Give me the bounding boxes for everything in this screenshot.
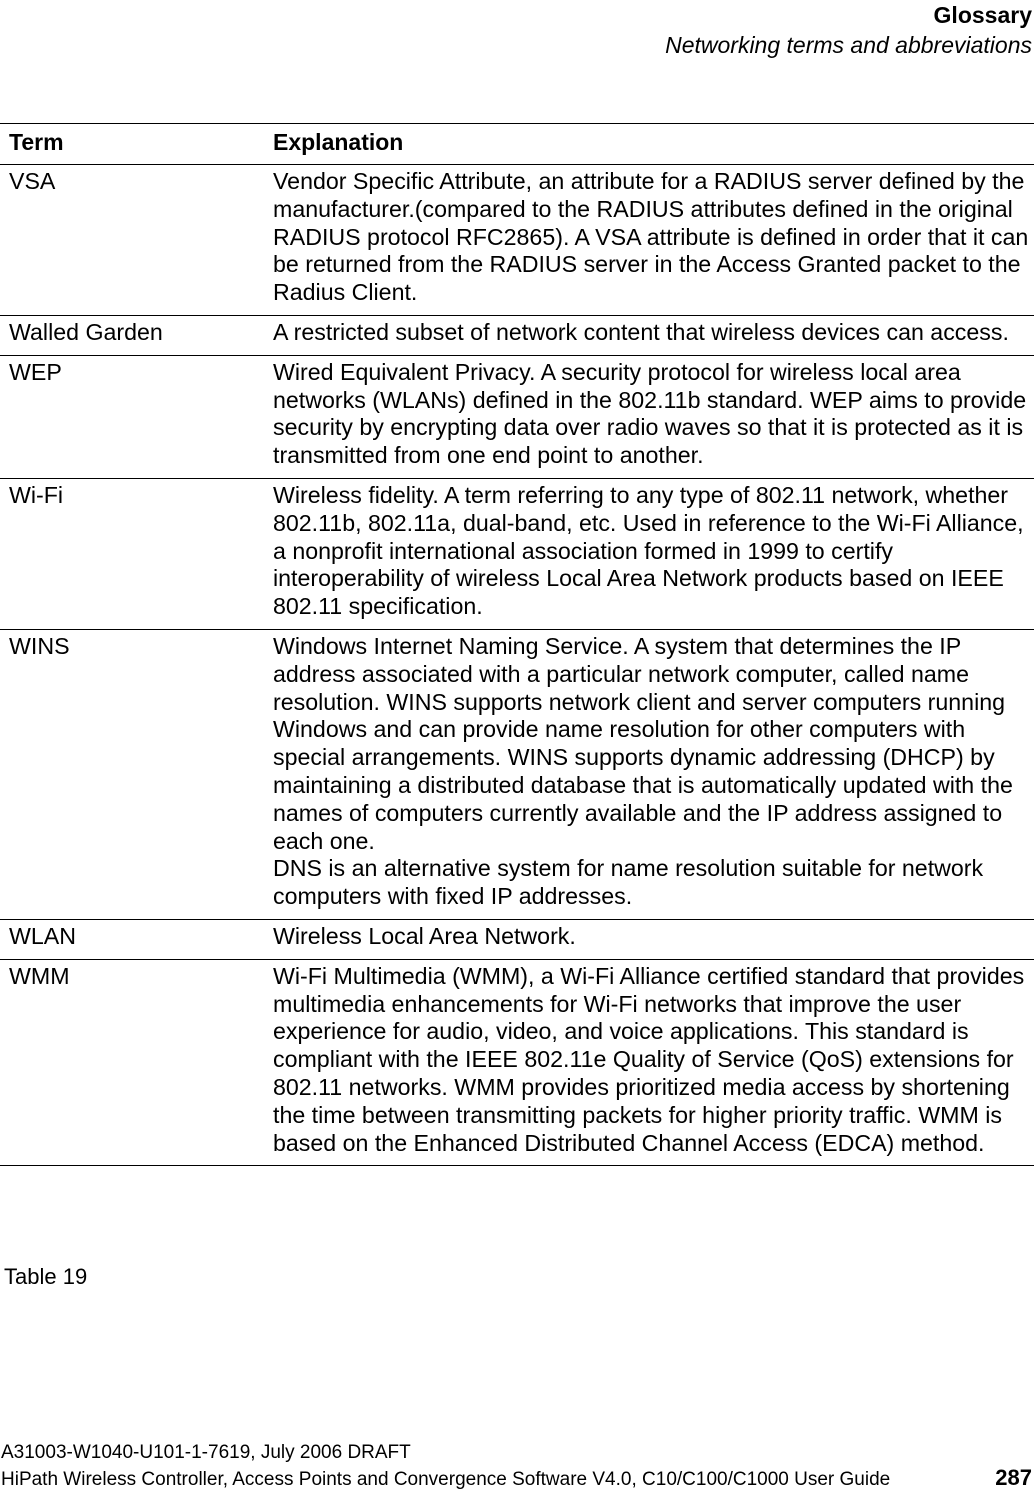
- term-cell: WINS: [9, 632, 70, 659]
- explanation-paragraph: Wired Equivalent Privacy. A security protocol for wireless local area networks (WLANs) defined in the 802.11b standard. WEP aims to provide security by encrypting data over radio waves so that it is protected as it is transmitted from one end point to another.: [273, 358, 1027, 469]
- term-cell: Walled Garden: [9, 318, 163, 345]
- explanation-paragraph: Wireless fidelity. A term referring to any type of 802.11 network, whether 802.11b, 802.11a, dual-band, etc. Used in reference to the Wi-Fi Alliance, a nonprofit international association formed in 1999 to certify interoperability of wireless Local Area Network products based on IEEE 802.11 specification.: [273, 481, 1024, 620]
- header-title: Glossary: [933, 2, 1032, 28]
- explanation-cell: [273, 165, 1034, 316]
- table-row: [0, 355, 1034, 478]
- page-header: [665, 0, 1032, 60]
- glossary-table: [0, 123, 1034, 1166]
- explanation-cell: [273, 355, 1034, 478]
- explanation-cell: [273, 629, 1034, 919]
- table-row: [0, 959, 1034, 1166]
- explanation-cell: [273, 959, 1034, 1166]
- column-header-explanation: Explanation: [273, 129, 404, 155]
- explanation-paragraph: Wi-Fi Multimedia (WMM), a Wi-Fi Alliance certified standard that provides multimedia enhancements for Wi-Fi networks that improve the user experience for audio, video, and voice applications. This standard is compliant with the IEEE 802.11e Quality of Service (QoS) extensions for 802.11 networks. WMM provides prioritized media access by shortening the time between transmitting packets for higher priority traffic. WMM is based on the Enhanced Distributed Channel Access (EDCA) method.: [273, 962, 1025, 1156]
- table-row: [0, 919, 1034, 959]
- table-caption: Table 19: [4, 1264, 88, 1289]
- explanation-paragraph: DNS is an alternative system for name resolution suitable for network computers with fixed IP addresses.: [273, 855, 984, 910]
- term-cell: Wi-Fi: [9, 481, 64, 508]
- term-cell: WMM: [9, 962, 70, 989]
- term-cell: WLAN: [9, 922, 76, 949]
- column-header-term: Term: [9, 129, 64, 155]
- table-header-row: [0, 124, 1034, 165]
- table-row: [0, 165, 1034, 316]
- glossary-body: [0, 165, 1034, 1166]
- term-cell: VSA: [9, 168, 56, 194]
- explanation-paragraph: Wireless Local Area Network.: [273, 922, 576, 949]
- footer-doc-id: A31003-W1040-U101-1-7619, July 2006 DRAFT: [1, 1442, 411, 1463]
- explanation-paragraph: Windows Internet Naming Service. A system that determines the IP address associated with a particular network computer, called name resolution. WINS supports network client and server computers running Windows and can provide name resolution for other computers with special arrangements. WINS supports dynamic addressing (DHCP) by maintaining a distributed database that is automatically updated with the names of computers currently available and the IP address assigned to each one.: [273, 632, 1013, 854]
- table-row: [0, 315, 1034, 355]
- explanation-paragraph: A restricted subset of network content that wireless devices can access.: [273, 318, 1009, 345]
- explanation-paragraph: Vendor Specific Attribute, an attribute for a RADIUS server defined by the manufacturer.(compared to the RADIUS attributes defined in the original RADIUS protocol RFC2865). A VSA attribute is defined in order that it can be returned from the RADIUS server in the Access Granted packet to the Radius Client.: [273, 168, 1029, 306]
- header-subtitle: Networking terms and abbreviations: [665, 32, 1032, 58]
- page-footer: [1, 1440, 1032, 1492]
- explanation-cell: [273, 315, 1034, 355]
- explanation-cell: [273, 478, 1034, 629]
- explanation-cell: [273, 919, 1034, 959]
- term-cell: WEP: [9, 358, 62, 385]
- page-number: 287: [995, 1465, 1032, 1490]
- table-row: [0, 478, 1034, 629]
- table-row: [0, 629, 1034, 919]
- footer-product: HiPath Wireless Controller, Access Points and Convergence Software V4.0, C10/C100/C1000 User Guide: [1, 1469, 891, 1490]
